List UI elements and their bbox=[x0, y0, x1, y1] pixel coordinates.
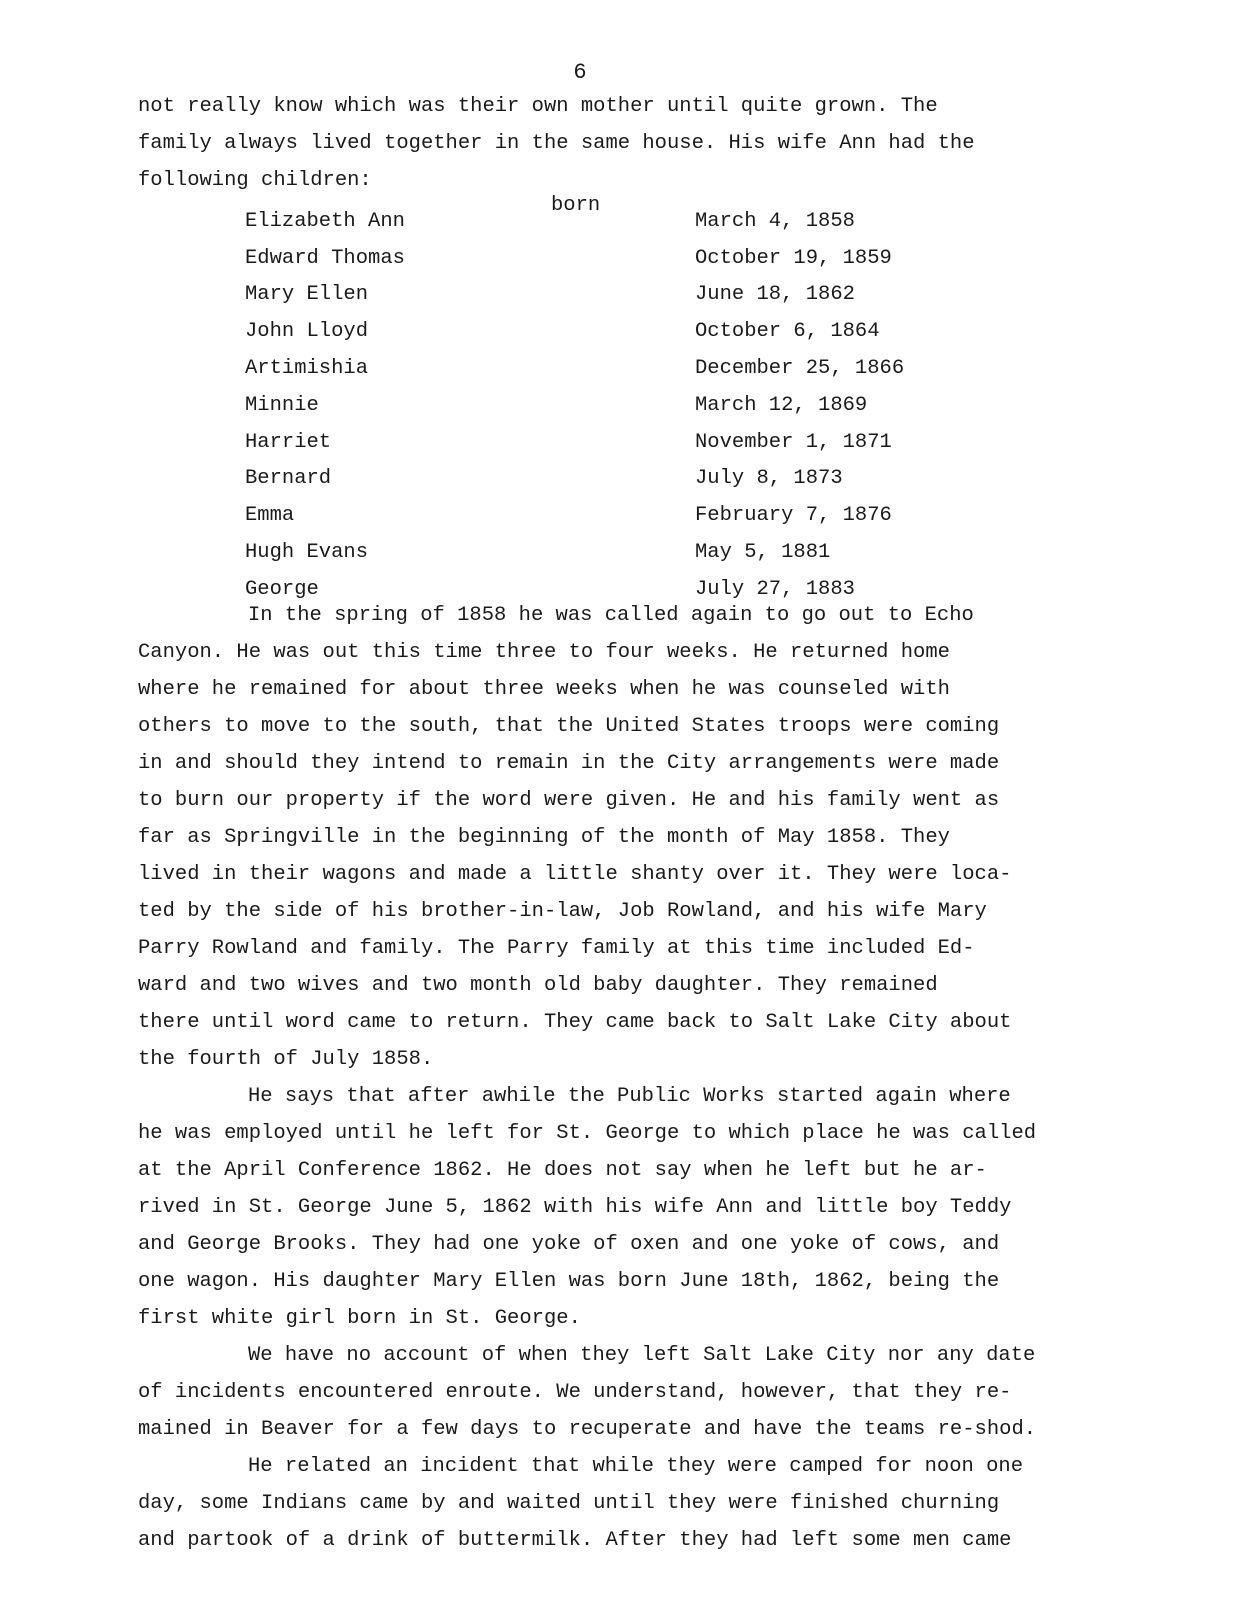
child-name: Mary Ellen bbox=[245, 283, 369, 307]
text-line: in and should they intend to remain in the City arrangements were made bbox=[138, 752, 1000, 775]
child-row bbox=[245, 350, 945, 387]
text-line: there until word came to return. They came back to Salt Lake City about bbox=[138, 1011, 1012, 1034]
child-birth-date: February 7, 1876 bbox=[695, 504, 892, 528]
text-line: Parry Rowland and family. The Parry family at this time included Ed- bbox=[138, 937, 975, 960]
text-line: day, some Indians came by and waited until they were finished churning bbox=[138, 1492, 1000, 1515]
child-name: Hugh Evans bbox=[245, 541, 369, 565]
text-line: lived in their wagons and made a little shanty over it. They were loca- bbox=[138, 863, 1012, 886]
text-line: rived in St. George June 5, 1862 with his wife Ann and little boy Teddy bbox=[138, 1196, 1012, 1219]
text-line: following children: bbox=[138, 169, 372, 192]
text-line: mained in Beaver for a few days to recuperate and have the teams re-shod. bbox=[138, 1418, 1037, 1441]
child-name: George bbox=[245, 577, 319, 601]
child-name: John Lloyd bbox=[245, 320, 369, 344]
text-line: In the spring of 1858 he was called again to go out to Echo bbox=[248, 604, 974, 627]
text-line: at the April Conference 1862. He does not say when he left but he ar- bbox=[138, 1159, 987, 1182]
child-birth-date: October 19, 1859 bbox=[695, 246, 892, 270]
text-line: others to move to the south, that the United States troops were coming bbox=[138, 715, 1000, 738]
text-line: where he remained for about three weeks when he was counseled with bbox=[138, 678, 950, 701]
child-row bbox=[245, 313, 945, 350]
child-name: Elizabeth Ann bbox=[245, 209, 405, 233]
child-birth-date: July 8, 1873 bbox=[695, 467, 843, 491]
child-name: Minnie bbox=[245, 393, 319, 417]
children-list bbox=[245, 203, 945, 608]
text-line: He related an incident that while they were camped for noon one bbox=[248, 1455, 1024, 1478]
child-row bbox=[245, 240, 945, 277]
child-row bbox=[245, 534, 945, 571]
child-birth-date: May 5, 1881 bbox=[695, 541, 831, 565]
child-row bbox=[245, 277, 945, 314]
child-birth-date: July 27, 1883 bbox=[695, 577, 855, 601]
born-label: born bbox=[551, 194, 601, 217]
text-line: first white girl born in St. George. bbox=[138, 1307, 581, 1330]
child-birth-date: December 25, 1866 bbox=[695, 357, 905, 381]
child-row bbox=[245, 387, 945, 424]
child-row bbox=[245, 203, 945, 240]
text-line: he was employed until he left for St. George to which place he was called bbox=[138, 1122, 1037, 1145]
intro-paragraph bbox=[138, 88, 1128, 199]
text-line: of incidents encountered enroute. We understand, however, that they re- bbox=[138, 1381, 1012, 1404]
page-number: 6 bbox=[573, 60, 587, 85]
text-line: family always lived together in the same house. His wife Ann had the bbox=[138, 132, 975, 155]
text-line: not really know which was their own mother until quite grown. The bbox=[138, 95, 938, 118]
child-row bbox=[245, 497, 945, 534]
child-row bbox=[245, 461, 945, 498]
text-line: and George Brooks. They had one yoke of oxen and one yoke of cows, and bbox=[138, 1233, 1000, 1256]
child-name: Artimishia bbox=[245, 357, 369, 381]
child-birth-date: March 12, 1869 bbox=[695, 393, 868, 417]
child-birth-date: October 6, 1864 bbox=[695, 320, 880, 344]
child-birth-date: November 1, 1871 bbox=[695, 430, 892, 454]
text-line: ward and two wives and two month old baby daughter. They remained bbox=[138, 974, 938, 997]
text-line: We have no account of when they left Salt Lake City nor any date bbox=[248, 1344, 1036, 1367]
child-birth-date: March 4, 1858 bbox=[695, 209, 855, 233]
body-text bbox=[138, 597, 1128, 1559]
child-row bbox=[245, 424, 945, 461]
text-line: ted by the side of his brother-in-law, Job Rowland, and his wife Mary bbox=[138, 900, 987, 923]
text-line: far as Springville in the beginning of the month of May 1858. They bbox=[138, 826, 950, 849]
text-line: one wagon. His daughter Mary Ellen was born June 18th, 1862, being the bbox=[138, 1270, 1000, 1293]
text-line: Canyon. He was out this time three to four weeks. He returned home bbox=[138, 641, 950, 664]
child-name: Harriet bbox=[245, 430, 332, 454]
text-line: to burn our property if the word were given. He and his family went as bbox=[138, 789, 1000, 812]
text-line: the fourth of July 1858. bbox=[138, 1048, 434, 1071]
text-line: and partook of a drink of buttermilk. After they had left some men came bbox=[138, 1529, 1012, 1552]
text-line: He says that after awhile the Public Works started again where bbox=[248, 1085, 1011, 1108]
child-name: Edward Thomas bbox=[245, 246, 405, 270]
child-name: Bernard bbox=[245, 467, 332, 491]
child-birth-date: June 18, 1862 bbox=[695, 283, 855, 307]
child-name: Emma bbox=[245, 504, 295, 528]
